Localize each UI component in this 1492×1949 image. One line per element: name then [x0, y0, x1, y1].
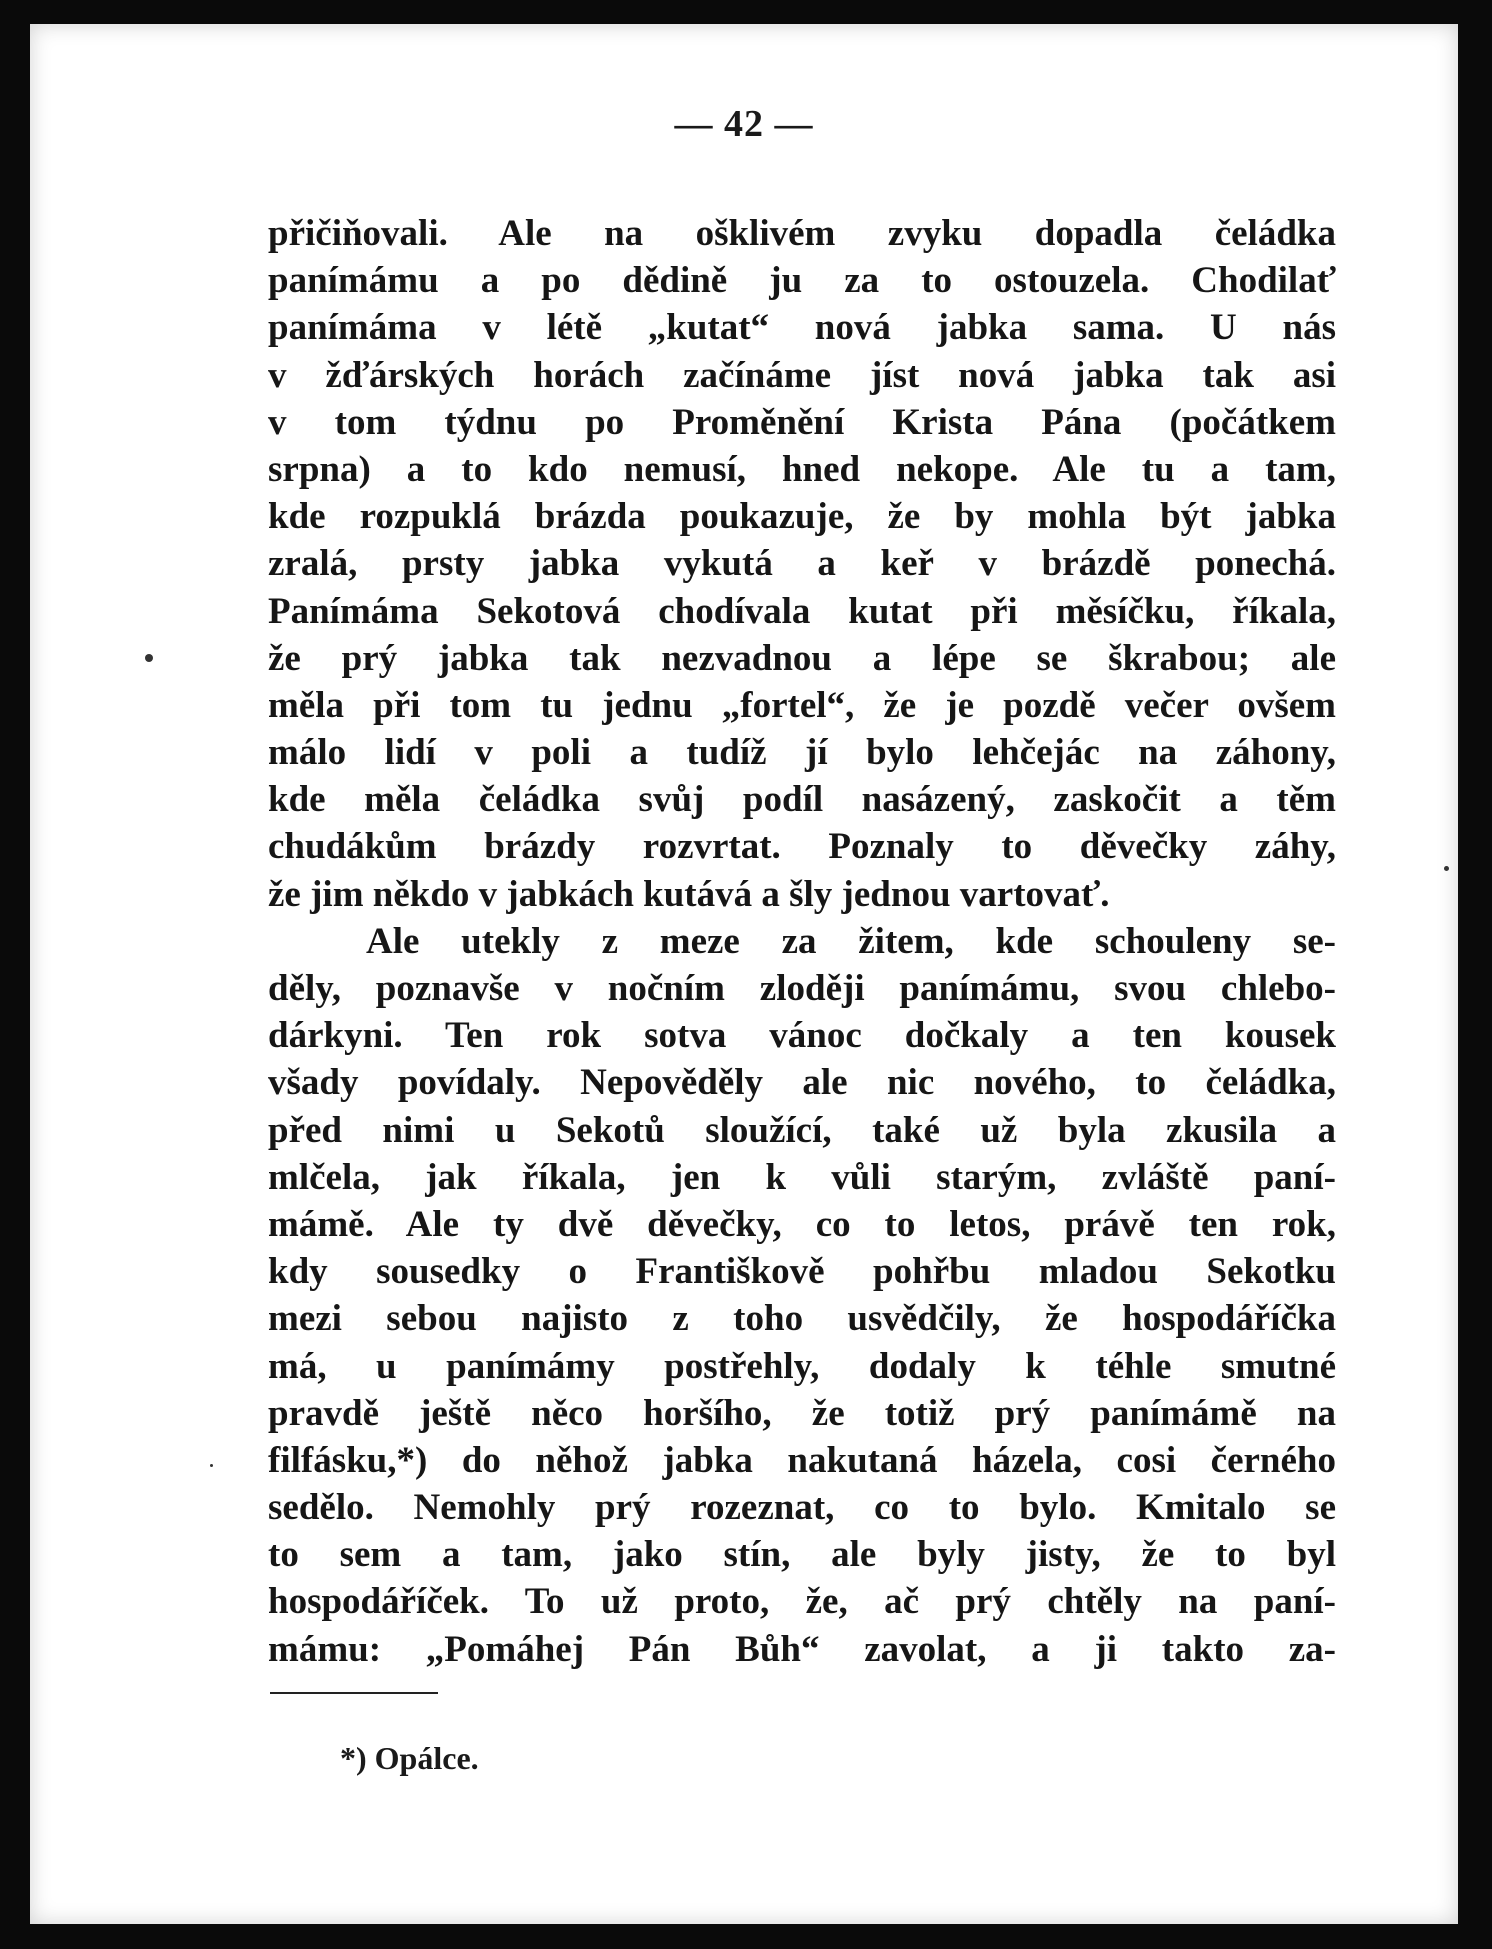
text-line: Panímáma Sekotová chodívala kutat při měsíčku, říkala, [268, 590, 1336, 632]
text-line: mámu: „Pomáhej Pán Bůh“ zavolat, a ji takto za- [268, 1628, 1336, 1670]
text-line: hospodáříček. To už proto, že, ač prý chtěly na paní- [268, 1581, 1336, 1623]
text-line: mlčela, jak říkala, jen k vůli starým, zvláště paní- [268, 1156, 1336, 1198]
footnote: *) Opálce. [340, 1740, 479, 1776]
text-line: chudákům brázdy rozvrtat. Poznaly to děvečky záhy, [268, 826, 1336, 868]
text-line: pravdě ještě něco horšího, že totiž prý panímámě na [268, 1392, 1336, 1434]
text-line: sedělo. Nemohly prý rozeznat, co to bylo. Kmitalo se [268, 1487, 1336, 1529]
text-line: mámě. Ale ty dvě děvečky, co to letos, právě ten rok, [268, 1203, 1336, 1245]
print-speck [1444, 866, 1449, 871]
text-line: mezi sebou najisto z toho usvědčily, že hospodáříčka [268, 1298, 1336, 1340]
text-line: děly, poznavše v nočním zloději panímámu, svou chlebo- [268, 968, 1336, 1009]
text-line: má, u panímámy postřehly, dodaly k téhle smutné [268, 1345, 1336, 1387]
text-line: málo lidí v poli a tudíž jí bylo lehčejác na záhony, [268, 732, 1336, 774]
text-line: kde měla čeládka svůj podíl nasázený, zaskočit a těm [268, 779, 1336, 821]
text-line: před nimi u Sekotů sloužící, také už byla zkusila a [268, 1109, 1336, 1151]
book-page [30, 24, 1458, 1924]
text-line: panímáma v létě „kutat“ nová jabka sama. U nás [268, 307, 1336, 349]
print-speck [145, 654, 153, 662]
text-line: v tom týdnu po Proměnění Krista Pána (počátkem [268, 401, 1336, 443]
text-line: v žďárských horách začínáme jíst nová jabka tak asi [268, 354, 1336, 396]
text-line: kdy sousedky o Františkově pohřbu mladou Sekotku [268, 1251, 1336, 1293]
text-line: panímámu a po dědině ju za to ostouzela. Chodilať [268, 260, 1336, 302]
text-line: že prý jabka tak nezvadnou a lépe se škrabou; ale [268, 637, 1336, 679]
text-line: filfásku,*) do něhož jabka nakutaná házela, cosi černého [268, 1439, 1336, 1481]
page-number: — 42 — [674, 103, 814, 145]
text-line: měla při tom tu jednu „fortel“, že je pozdě večer ovšem [268, 684, 1336, 726]
text-line: dárkyni. Ten rok sotva vánoc dočkaly a ten kousek [268, 1015, 1336, 1057]
text-line: srpna) a to kdo nemusí, hned nekope. Ale tu a tam, [268, 448, 1336, 490]
body-text [268, 210, 1336, 1673]
text-line: všady povídaly. Nepověděly ale nic nového, to čeládka, [268, 1062, 1336, 1104]
text-line: kde rozpuklá brázda poukazuje, že by mohla být jabka [268, 496, 1336, 538]
text-line: zralá, prsty jabka vykutá a keř v brázdě ponechá. [268, 543, 1336, 585]
text-line: přičiňovali. Ale na ošklivém zvyku dopadla čeládka [268, 213, 1336, 254]
text-line: že jim někdo v jabkách kutává a šly jednou vartovať. [268, 873, 1110, 915]
text-line: Ale utekly z meze za žitem, kde schouleny se- [366, 920, 1336, 962]
text-line: to sem a tam, jako stín, ale byly jisty, že to byl [268, 1534, 1336, 1576]
print-speck [210, 1464, 213, 1467]
footnote-rule [270, 1692, 438, 1694]
